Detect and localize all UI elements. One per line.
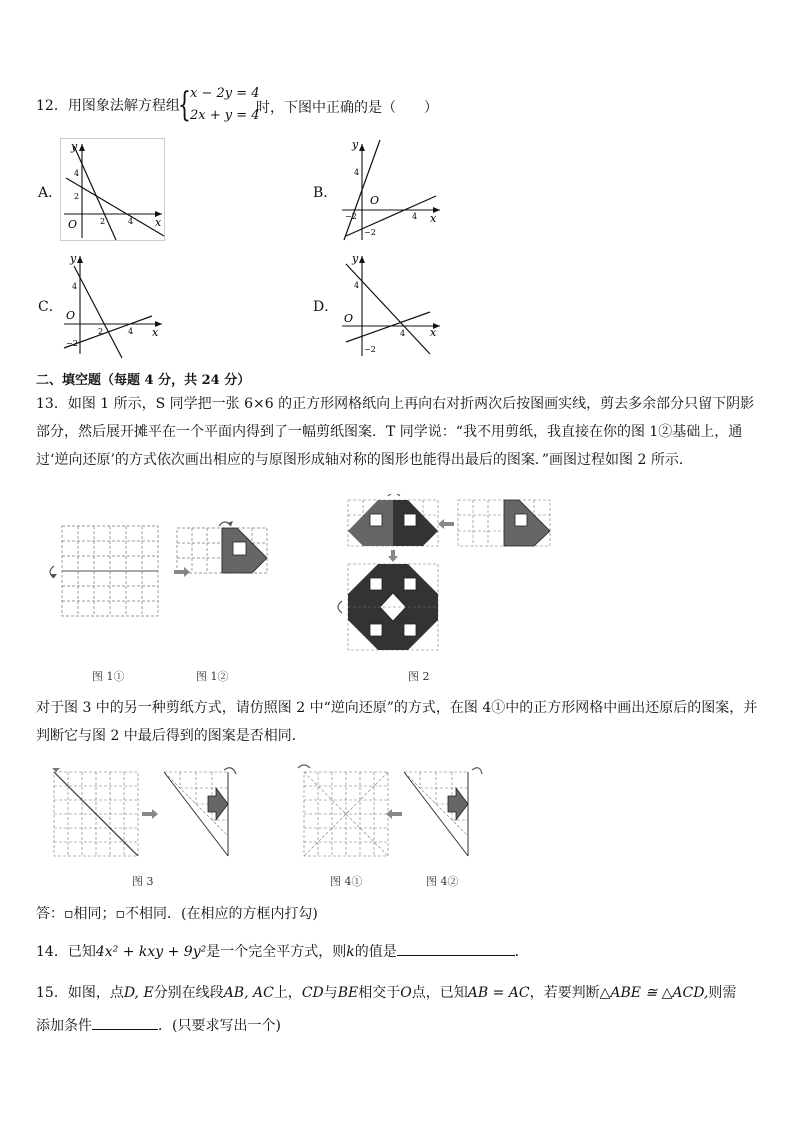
origin-label: O [68,218,78,231]
q15-line2-end: ．(只要求写出一个) [158,1018,281,1034]
caption-fig4-1: 图 4① [330,875,363,888]
q15-line2-prefix: 添加条件 [36,1018,92,1034]
q15-answer-blank[interactable] [92,1029,158,1030]
x-axis-label: x [430,326,437,339]
graph-option-a [60,138,170,243]
q15-text-2: 上， [273,985,302,1001]
q14-prefix: 14．已知 [36,944,96,960]
caption-fig1-2: 图 1② [196,670,229,683]
graph-option-c [60,250,170,360]
q15-points: D, E [123,985,154,1001]
x-axis-label: x [155,216,162,229]
y-axis-label: y [352,252,359,265]
q15-text-1: 分别在线段 [153,985,224,1001]
graph-option-b [338,138,448,243]
q15-given: AB = AC [467,985,530,1001]
option-d-label: D． [313,299,339,315]
tick-y-neg2: −2 [364,345,376,354]
y-axis-label: y [71,140,78,153]
tick-x4: 4 [128,217,134,226]
tick-x4: 4 [400,329,406,338]
x-axis-label: x [430,212,437,225]
q15-line-2 [36,1016,281,1036]
caption-fig2: 图 2 [408,670,430,683]
equation-2: 2x + y = 4 [190,108,260,123]
tick-y2: 2 [74,192,80,201]
tick-x4: 4 [412,212,418,221]
system-brace: { [178,85,191,125]
q15-text-3: 与 [323,985,338,1001]
q15-be: BE [337,985,359,1001]
tick-x4: 4 [128,327,134,336]
q15-text-6: ，若要判断 [529,985,600,1001]
tick-x2: 2 [98,327,104,336]
q14-expression: 4x² + kxy + 9y² [95,944,207,960]
tick-x-neg2: −2 [345,212,357,221]
q13-paragraph-2: 对于图 3 中的另一种剪纸方式，请仿照图 2 中“逆向还原”的方式，在图 4①中的正方形网格中画出还原后的图案，并判断它与图 2 中最后得到的图案是否相同． [36,700,758,744]
tick-y-neg2: −2 [364,228,376,237]
tick-y-neg2: −2 [66,339,78,348]
tick-y4: 4 [354,168,360,177]
figure-3 [44,764,294,864]
q15-cd: CD [301,985,324,1001]
q14-suffix: 的值是 [354,944,397,960]
figure-4 [294,764,504,864]
y-axis-label: y [352,138,359,151]
option-b-label: B． [313,185,338,201]
origin-label: O [370,194,380,207]
caption-fig4-2: 图 4② [426,875,459,888]
x-axis-label: x [152,326,159,339]
section-heading: 二、填空题（每题 4 分，共 24 分） [36,373,251,388]
q15-text-5: 点，已知 [411,985,468,1001]
tick-y4: 4 [74,169,80,178]
figure-1-2 [175,516,275,602]
origin-label: O [344,312,354,325]
q15-prefix: 15．如图，点 [36,985,124,1001]
q15-congruent: △ABE ≅ △ACD, [599,985,709,1001]
q15-text-4: 相交于 [358,985,401,1001]
option-a-label: A． [38,185,63,201]
tick-x2: 2 [100,217,106,226]
q15-text-7: 则需 [708,985,737,1001]
equation-1: x − 2y = 4 [190,86,260,101]
graph-option-d [338,250,448,360]
q15-line-1 [36,983,736,1003]
option-c-label: C． [38,299,63,315]
q13-answer: 答：▫相同；▫不相同．(在相应的方框内打勾) [36,906,318,922]
figure-2 [330,494,570,654]
caption-fig1-1: 图 1① [92,670,125,683]
q14-line [36,942,529,962]
q14-end: ． [514,944,529,960]
q13-paragraph: 13．如图 1 所示，S 同学把一张 6×6 的正方形网格纸向上再向右对折两次后按图画实线，剪去多余部分只留下阴影部分，然后展开摊平在一个平面内得到了一幅剪纸图案．T 同学说：“我不用剪纸，我直接在你的图 1②基础上，通过‘逆向还原’的方式依次画出相应的与原图形成轴对称的图形也能得出最后的图案．”画图过程如图 2 所示． [36,396,755,468]
tick-y4: 4 [72,282,78,291]
q15-segments: AB, AC [223,985,274,1001]
caption-fig3: 图 3 [132,875,154,888]
q14-answer-blank[interactable] [397,955,515,956]
q12-stem-suffix: 时，下图中正确的是（ ） [256,100,438,116]
q14-middle: 是一个完全平方式，则 [206,944,347,960]
figure-1-1 [40,522,170,622]
y-axis-label: y [70,252,77,265]
q14-variable: k [346,944,355,960]
q15-o: O [400,985,412,1001]
q12-stem: 12．用图象法解方程组 [36,98,180,114]
tick-y4: 4 [354,281,360,290]
origin-label: O [66,309,76,322]
